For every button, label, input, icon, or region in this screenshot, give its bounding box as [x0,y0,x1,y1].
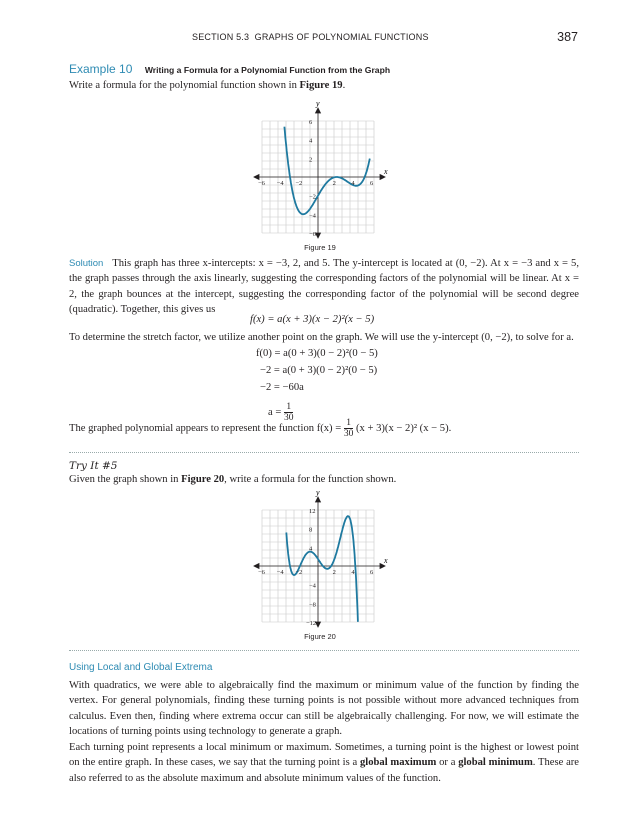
figure-19-graph [250,98,390,240]
solution-paragraph-2: To determine the stretch factor, we utilize another point on the graph. We will use the y-intercept (0, −2), to solve for a. [69,332,574,343]
equation-general-form: f(x) = a(x + 3)(x − 2)²(x − 5) [250,314,375,325]
x-tick-label: 2 [332,180,336,187]
x-tick-label: 2 [332,569,336,576]
page-number: 387 [557,30,578,44]
divider [69,650,579,651]
y-tick-label: −4 [309,212,316,220]
example-prompt: Write a formula for the polynomial function shown in Figure 19. [69,80,346,91]
y-axis-arrow-up [316,108,321,113]
x-tick-label: 6 [369,569,374,576]
solution-conclusion: The graphed polynomial appears to represent the function f(x) = $\frac{1}{30}$ (x + 3)(x − 2)² (x − 5). [69,418,452,439]
y-tick-label: 6 [309,118,313,126]
y-axis-arrow-down [316,622,321,627]
x-tick-label: 4 [351,180,355,187]
y-tick-label: 2 [309,156,313,164]
example-title: Writing a Formula for a Polynomial Function from the Graph [144,65,391,75]
y-tick-label: 8 [309,526,313,534]
step-2: −2 = a(0 + 3)(0 − 2)²(0 − 5) [260,365,378,376]
figure-20-caption: Figure 20 [304,632,336,641]
y-tick-label: 12 [309,507,316,515]
try-it-prompt: Given the graph shown in Figure 20, write a formula for the function shown. [69,474,397,485]
y-axis-arrow-down [316,233,321,238]
x-tick-label: −4 [276,569,284,576]
y-tick-label: 4 [309,545,313,553]
x-tick-label: −2 [295,569,303,576]
step-1: f(0) = a(0 + 3)(0 − 2)²(0 − 5) [256,348,378,359]
y-tick-label: 4 [309,137,313,145]
figure-20-graph [250,487,390,629]
figure-19-caption: Figure 19 [304,243,336,252]
x-tick-label: 4 [351,569,355,576]
y-axis-arrow-up [316,497,321,502]
step-3: −2 = −60a [260,382,304,393]
x-axis-arrow-left [254,175,259,180]
x-tick-label: −6 [258,180,265,187]
extrema-paragraph-2: Each turning point represents a local minimum or maximum. Sometimes, a turning point is the highest or lowest point on the entire graph. In these cases, we say that the turning point is a global maximum or a global minimum. These are also referred to as the absolute maximum and absolute minimum values of the function. [69,742,580,784]
fraction-one-thirtieth: $\frac{1}{30}$ [283,402,294,423]
x-tick-label: −4 [276,180,284,187]
try-it-label: Try It #5 [69,460,118,472]
example-label: Example 10 [69,62,133,76]
solution-paragraph-1: Solution This graph has three x-intercepts: x = −3, 2, and 5. The y-intercept is located at (0, −2). At x = −3 and x = 5, the graph passes through the axis linearly, suggesting the corresponding factors of the polynomial will be linear. At x = 2, the graph bounces at the intercept, suggesting the corresponding factor of the polynomial will be second degree (quadratic). Together, this gives us [69,258,579,315]
solution-label: Solution [69,258,104,269]
x-axis-label: x [384,167,388,176]
y-tick-label: −4 [309,582,316,590]
extrema-paragraph-1: With quadratics, we were able to algebraically find the maximum or minimum value of the function by finding the vertex. For general polynomials, finding these turning points is not possible without more advanced techniques from calculus. Even then, finding where extrema occur can still be algebraically challenging. For now, we will estimate the locations of turning points using technology to generate a graph. [69,680,579,737]
x-tick-label: −6 [258,569,265,576]
running-header [0,30,630,46]
y-tick-label: −2 [309,193,316,201]
y-axis-label: y [316,488,320,497]
y-axis-label: y [316,99,320,108]
x-axis-label: x [384,556,388,565]
y-tick-label: −12 [306,620,317,628]
header-section: SECTION 5.3 GRAPHS OF POLYNOMIAL FUNCTIONS [192,32,429,42]
y-tick-label: −6 [309,231,316,239]
x-axis-arrow-left [254,564,259,569]
y-tick-label: −8 [309,601,316,609]
example-heading [69,60,390,78]
step-4: a = $\frac{1}{30}$ [268,402,294,423]
x-tick-label: 6 [369,180,374,187]
divider [69,452,579,453]
x-tick-label: −2 [295,180,303,187]
section-heading: Using Local and Global Extrema [69,662,213,673]
